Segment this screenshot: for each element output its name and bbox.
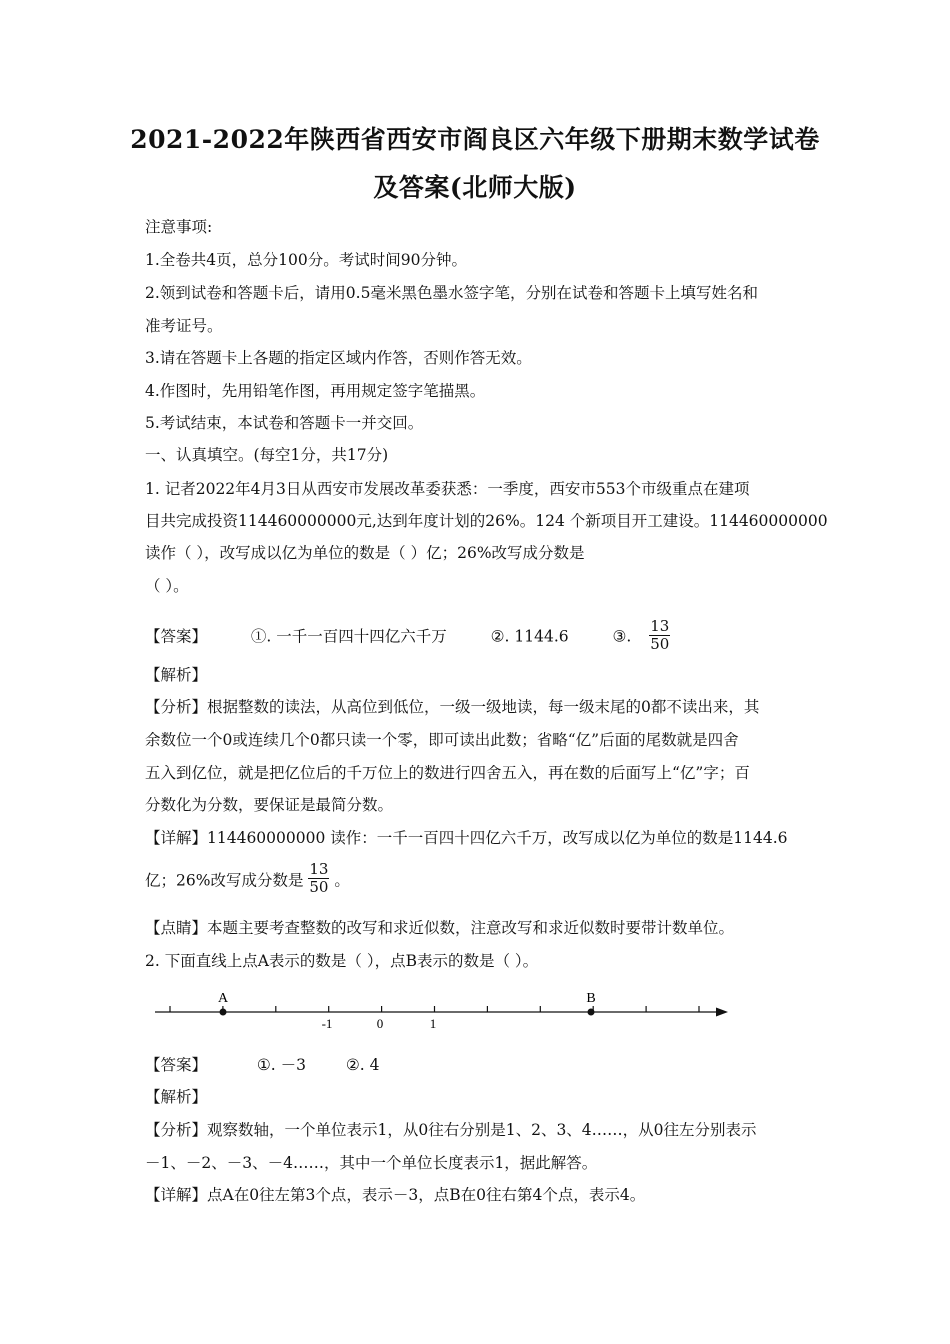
answer-1: ①. 一千一百四十四亿六千万 (250, 627, 447, 646)
notice-item: 3.请在答题卡上各题的指定区域内作答，否则作答无效。 (145, 349, 532, 367)
title-line-1: 2021-2022年陕西省西安市阎良区六年级下册期末数学试卷 (130, 125, 820, 154)
detail-text: 【详解】114460000000 读作：一千一百四十四亿六千万，改写成以亿为单位的数是1144.6 (145, 829, 788, 847)
notice-item: 5.考试结束，本试卷和答题卡一并交回。 (145, 414, 424, 432)
detail-fraction (308, 861, 329, 896)
tick-label-neg1: -1 (321, 1016, 333, 1031)
answer-2: ②. 1144.6 (490, 627, 569, 646)
notice-item: 1.全卷共4页，总分100分。考试时间90分钟。 (145, 251, 467, 269)
analysis-label: 【解析】 (145, 1088, 208, 1106)
section-heading: 一、认真填空。(每空1分，共17分) (145, 446, 389, 464)
analysis-text: 余数位一个0或连续几个0都只读一个零，即可读出此数；省略“亿”后面的尾数就是四舍 (145, 731, 739, 749)
number-line-ticks (170, 1006, 699, 1012)
notice-item: 2.领到试卷和答题卡后，请用0.5毫米黑色墨水签字笔，分别在试卷和答题卡上填写姓名和 (145, 284, 758, 302)
arrow-icon (716, 1008, 728, 1017)
answer-2: ②. 4 (345, 1056, 380, 1074)
answer-fraction (649, 618, 670, 653)
point-b-label: B (586, 991, 596, 1006)
question-text: 1. 记者2022年4月3日从西安市发展改革委获悉：一季度，西安市553个市级重点在建项 (145, 480, 750, 498)
notice-heading: 注意事项: (145, 218, 213, 236)
analysis-text: 【分析】观察数轴，一个单位表示1，从0往右分别是1、2、3、4……，从0往左分别表示 (145, 1121, 757, 1139)
analysis-text: 五入到亿位，就是把亿位后的千万位上的数进行四舍五入，再在数的后面写上“亿”字；百 (145, 764, 750, 782)
title-line-2: 及答案(北师大版) (373, 173, 577, 202)
answer-1: ①. －3 (256, 1056, 307, 1074)
fraction-denominator: 50 (650, 635, 670, 653)
analysis-text: 【分析】根据整数的读法，从高位到低位，一级一级地读，每一级末尾的0都不读出来，其 (145, 698, 760, 716)
detail-prefix: 亿；26%改写成分数是 (145, 871, 304, 890)
question-text: 读作（ ），改写成以亿为单位的数是（ ）亿；26%改写成分数是 (145, 544, 585, 562)
question-text: （ ）。 (145, 577, 189, 595)
question-text: 2. 下面直线上点A表示的数是（ ），点B表示的数是（ ）。 (145, 952, 539, 970)
analysis-text: －1、－2、－3、－4……，其中一个单位长度表示1，据此解答。 (145, 1154, 598, 1172)
answer-row (145, 1055, 380, 1075)
answer-label: 【答案】 (145, 627, 208, 646)
answer-label: 【答案】 (145, 1056, 208, 1074)
tick-label-0: 0 (376, 1016, 384, 1031)
detail-text-line-2 (145, 860, 350, 899)
point-a-label: A (217, 991, 229, 1006)
comment-text: 【点睛】本题主要考查整数的改写和求近似数，注意改写和求近似数时要带计数单位。 (145, 919, 735, 937)
number-line (0, 985, 950, 1045)
answer-3: ③. (612, 627, 632, 646)
answer-row (145, 617, 670, 655)
point-b-dot (588, 1009, 595, 1016)
notice-item: 4.作图时，先用铅笔作图，再用规定签字笔描黑。 (145, 382, 486, 400)
fraction-numerator: 13 (650, 617, 670, 635)
analysis-text: 分数化为分数，要保证是最简分数。 (145, 796, 394, 814)
detail-text: 【详解】点A在0往左第3个点，表示－3，点B在0往右第4个点，表示4。 (145, 1186, 646, 1204)
question-text: 目共完成投资114460000000元,达到年度计划的26%。124 个新项目开工建设。114460000000 (145, 512, 828, 530)
analysis-label: 【解析】 (145, 666, 208, 684)
tick-label-1: 1 (429, 1016, 437, 1031)
notice-item: 准考证号。 (145, 317, 223, 335)
fraction-numerator: 13 (309, 860, 329, 878)
fraction-denominator: 50 (309, 878, 329, 896)
point-a-dot (220, 1009, 227, 1016)
detail-suffix: 。 (334, 871, 350, 890)
